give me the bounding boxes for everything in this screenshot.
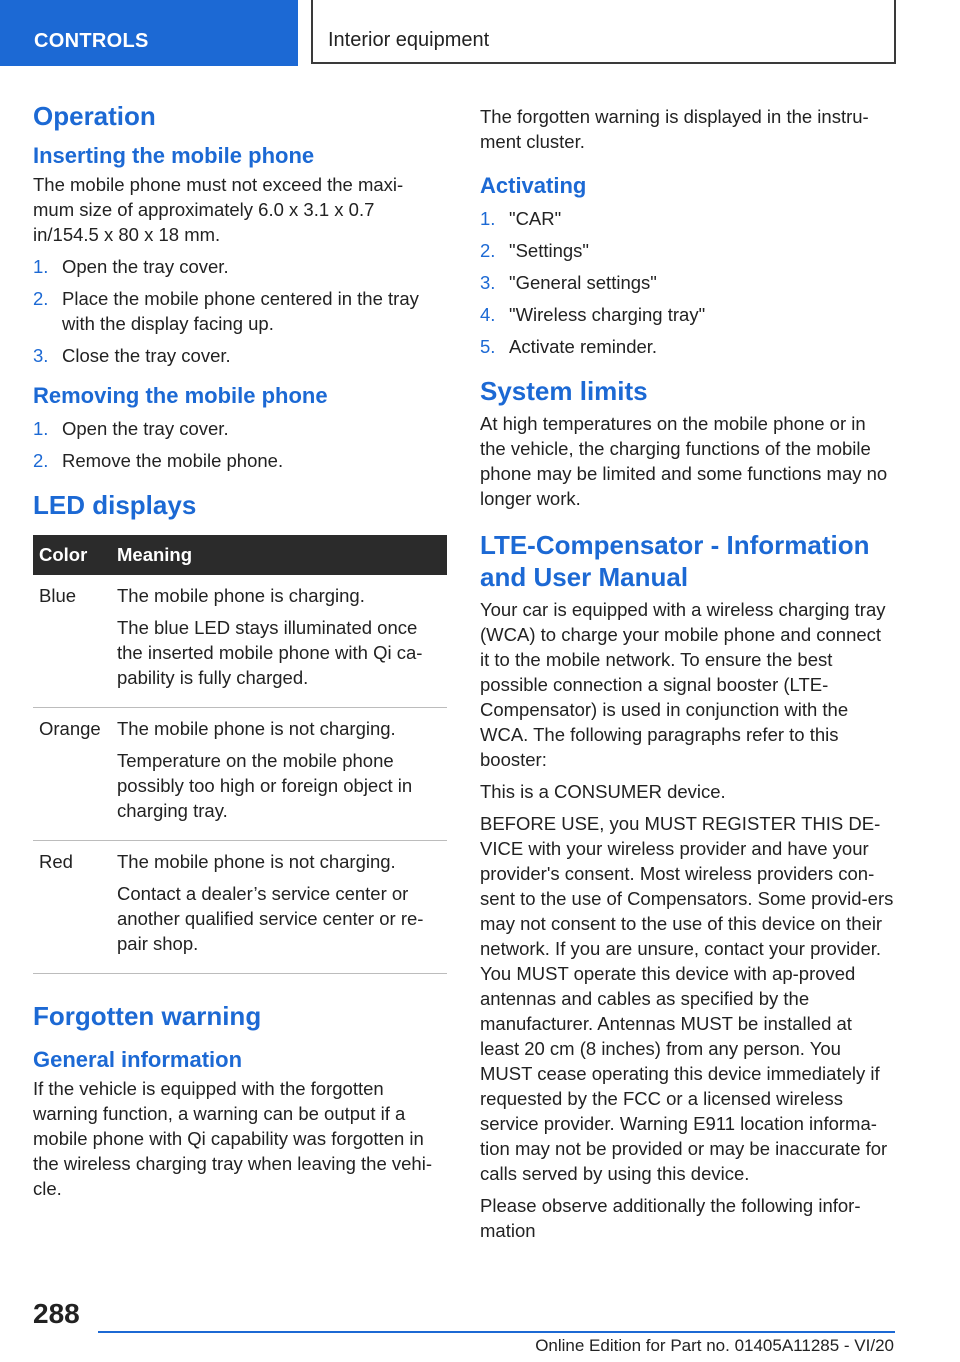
page-header — [0, 0, 960, 66]
footer-divider — [98, 1331, 895, 1333]
page-number: 288 — [33, 1298, 80, 1329]
inserting-heading: Inserting the mobile phone — [33, 143, 315, 168]
list-item: 2. Place the mobile phone centered in the tray with the display facing up. — [33, 288, 419, 334]
list-item: 1. "CAR" — [480, 208, 562, 229]
list-item: 4. "Wireless charging tray" — [480, 304, 706, 325]
table-cell-color: Red — [33, 841, 117, 974]
table-cell-meaning: The mobile phone is not charging. Contact a dealer’s service center or another qualified service center or re-pair shop. — [117, 841, 447, 974]
list-item: 1. Open the tray cover. — [33, 256, 229, 277]
table-cell-color: Blue — [33, 575, 117, 708]
inserting-text: The mobile phone must not exceed the maxi-mum size of approximately 6.0 x 3.1 x 0.7 in/154.5 x 80 x 18 mm. — [33, 174, 404, 245]
table-cell-color: Orange — [33, 708, 117, 841]
right-column — [480, 104, 895, 1250]
limits-heading: System limits — [480, 376, 648, 406]
lte-paragraph: Your car is equipped with a wireless charging tray (WCA) to charge your mobile phone and connect it to the mobile network. To ensure the best possible connection a signal booster (LTE-Compensator) is used in conjunction with the WCA. The following paragraphs refer to this booster: — [480, 599, 886, 770]
lte-paragraph: Please observe additionally the following infor-mation — [480, 1195, 861, 1241]
column-header-color: Color — [33, 535, 117, 575]
limits-text: At high temperatures on the mobile phone or in the vehicle, the charging functions of the mobile phone may be limited and some functions may no longer work. — [480, 413, 888, 509]
list-item: 5. Activate reminder. — [480, 336, 658, 357]
list-item: 2. "Settings" — [480, 240, 589, 261]
table-row — [33, 708, 447, 841]
lte-heading: LTE-Compensator - Information and User Manual — [480, 530, 870, 592]
table-header-row — [33, 535, 447, 575]
activating-heading: Activating — [480, 173, 587, 198]
section-title: Interior equipment — [311, 0, 896, 64]
lte-paragraph: This is a CONSUMER device. — [480, 781, 726, 802]
removing-heading: Removing the mobile phone — [33, 383, 328, 408]
table-row — [33, 575, 447, 708]
inserting-steps — [33, 254, 447, 368]
operation-heading: Operation — [33, 101, 156, 131]
left-column — [33, 100, 447, 1208]
lte-paragraph: BEFORE USE, you MUST REGISTER THIS DE-VICE with your wireless provider and have your provider's consent. Most wireless providers con-sent to the use of Compensators. Some provid-ers may not consent to the use of this device on their network. If you are unsure, contact your provider. You MUST operate this device with ap-proved antennas and cables as specified by the manufacturer. Antennas MUST be installed at least 20 cm (8 inches) from any person. You MUST cease operating this device immediately if requested by the FCC or a licensed wireless service provider. Warning E911 location informa-tion may not be provided or may be inaccurate for calls served by using this device. — [480, 813, 894, 1184]
forgotten-text: The forgotten warning is displayed in the instru-ment cluster. — [480, 106, 869, 152]
general-text: If the vehicle is equipped with the forgotten warning function, a warning can be output if a mobile phone with Qi capability was forgotten in the wireless charging tray when leaving the vehi-cle. — [33, 1078, 432, 1199]
list-item: 2. Remove the mobile phone. — [33, 450, 284, 471]
table-row — [33, 841, 447, 974]
removing-steps — [33, 416, 447, 473]
edition-text: Online Edition for Part no. 01405A11285 - VI/20 — [535, 1336, 894, 1355]
list-item: 3. Close the tray cover. — [33, 345, 231, 366]
table-cell-meaning: The mobile phone is charging. The blue LED stays illuminated once the inserted mobile phone with Qi ca-pability is fully charged. — [117, 575, 447, 708]
led-heading: LED displays — [33, 490, 197, 520]
led-table — [33, 535, 447, 974]
list-item: 3. "General settings" — [480, 272, 657, 293]
table-cell-meaning: The mobile phone is not charging. Temperature on the mobile phone possibly too high or foreign object in charging tray. — [117, 708, 447, 841]
activating-steps — [480, 206, 895, 359]
forgotten-heading: Forgotten warning — [33, 1001, 262, 1031]
chapter-tab: CONTROLS — [0, 0, 298, 66]
column-header-meaning: Meaning — [117, 535, 447, 575]
list-item: 1. Open the tray cover. — [33, 418, 229, 439]
general-heading: General information — [33, 1047, 243, 1072]
